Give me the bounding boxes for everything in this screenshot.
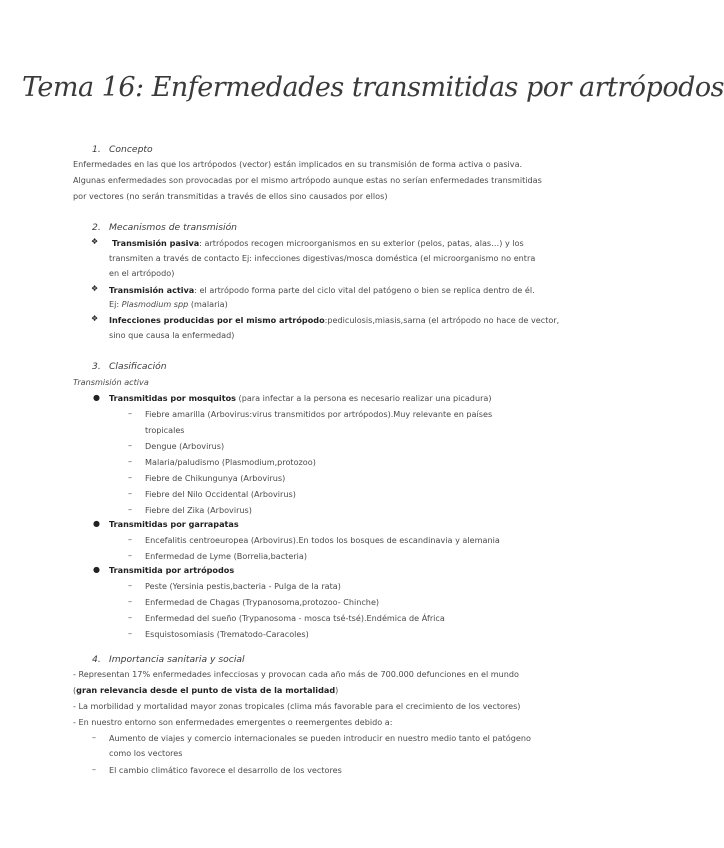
dot-bullet-icon: ● bbox=[93, 565, 100, 574]
bullet-passive-line: transmiten a través de contacto Ej: infecciones digestivas/mosca doméstica (el microorganismo no entra bbox=[109, 253, 536, 263]
paren-close: ) bbox=[335, 685, 339, 695]
section-2-heading: Mecanismos de transmisión bbox=[109, 222, 238, 233]
section-2-number: 2. bbox=[92, 222, 101, 233]
dash-bullet-icon: – bbox=[128, 457, 132, 466]
bullet-self-line bbox=[109, 314, 559, 327]
list-item: Peste (Yersinia pestis,bacteria - Pulga de la rata) bbox=[145, 581, 341, 591]
section-1-heading: Concepto bbox=[109, 144, 153, 155]
list-item: Fiebre de Chikungunya (Arbovirus) bbox=[145, 473, 286, 483]
bullet-active-line bbox=[109, 298, 228, 311]
passive-transmission-text: : artrópodos recogen microorganismos en su exterior (pelos, patas, alas…) y los bbox=[199, 238, 524, 248]
active-transmission-text: : el artrópodo forma parte del ciclo vital del patógeno o bien se replica dentro de él. bbox=[194, 285, 535, 295]
mosquitos-note: (para infectar a la persona es necesario realizar una picadura) bbox=[235, 393, 492, 403]
list-item: Fiebre amarilla (Arbovirus:virus transmitidos por artrópodos).Muy relevante en países bbox=[145, 409, 493, 419]
section-4-line: - Representan 17% enfermedades infecciosas y provocan cada año más de 700.000 defunciones en el mundo bbox=[73, 669, 519, 679]
bullet-passive-line bbox=[112, 237, 524, 250]
list-item: Encefalitis centroeuropea (Arbovirus).En todos los bosques de escandinavia y alemania bbox=[145, 535, 500, 545]
dash-bullet-icon: – bbox=[128, 535, 132, 544]
plasmodium-name: Plasmodium spp bbox=[121, 299, 189, 309]
group-mosquitos bbox=[109, 392, 492, 405]
self-infection-text: :pediculosis,miasis,sarna (el artrópodo no hace de vector, bbox=[324, 315, 560, 325]
dash-bullet-icon: – bbox=[128, 551, 132, 560]
list-item: Aumento de viajes y comercio internacionales se pueden introducir en nuestro medio tanto el patógeno bbox=[109, 733, 531, 743]
bullet-passive-line: en el artrópodo) bbox=[109, 268, 175, 278]
section-1-number: 1. bbox=[92, 144, 101, 155]
list-item: Enfermedad de Chagas (Trypanosoma,protozoo- Chinche) bbox=[145, 597, 380, 607]
dash-bullet-icon: – bbox=[128, 629, 132, 638]
dash-bullet-icon: – bbox=[128, 613, 132, 622]
bullet-active-line bbox=[109, 284, 535, 297]
section-1-line: por vectores (no serán transmitidas a través de ellos sino causados por ellos) bbox=[73, 191, 388, 201]
dash-bullet-icon: – bbox=[128, 581, 132, 590]
passive-transmission-label: Transmisión pasiva bbox=[112, 238, 200, 248]
malaria-text: (malaria) bbox=[188, 299, 228, 309]
list-item: Fiebre del Zika (Arbovirus) bbox=[145, 505, 252, 515]
list-item: El cambio climático favorece el desarrollo de los vectores bbox=[109, 765, 342, 775]
section-4-line: - En nuestro entorno son enfermedades emergentes o reemergentes debido a: bbox=[73, 717, 393, 727]
list-item: Enfermedad de Lyme (Borrelia,bacteria) bbox=[145, 551, 308, 561]
section-3-heading: Clasificación bbox=[109, 361, 167, 372]
dash-bullet-icon: – bbox=[92, 765, 96, 774]
section-4-number: 4. bbox=[92, 654, 101, 665]
dash-bullet-icon: – bbox=[92, 733, 96, 742]
dash-bullet-icon: – bbox=[128, 505, 132, 514]
section-1-line: Algunas enfermedades son provocadas por el mismo artrópodo aunque estas no serían enfermedades transmitidas bbox=[73, 175, 542, 185]
section-4-line: - La morbilidad y mortalidad mayor zonas tropicales (clima más favorable para el crecimiento de los vectores) bbox=[73, 701, 521, 711]
list-item: Esquistosomiasis (Trematodo-Caracoles) bbox=[145, 629, 309, 639]
dash-bullet-icon: – bbox=[128, 441, 132, 450]
list-item: como los vectores bbox=[109, 748, 183, 758]
diamond-bullet-icon: ❖ bbox=[91, 314, 99, 323]
page-title: Tema 16: Enfermedades transmitidas por artrópodos bbox=[22, 72, 724, 103]
section-4-heading: Importancia sanitaria y social bbox=[109, 654, 245, 665]
list-item: Enfermedad del sueño (Trypanosoma - mosca tsé-tsé).Endémica de África bbox=[145, 613, 445, 623]
mosquitos-label: Transmitidas por mosquitos bbox=[109, 393, 236, 403]
bullet-self-line: sino que causa la enfermedad) bbox=[109, 330, 235, 340]
dash-bullet-icon: – bbox=[128, 473, 132, 482]
paren-open: ( bbox=[73, 685, 77, 695]
dash-bullet-icon: – bbox=[128, 489, 132, 498]
dot-bullet-icon: ● bbox=[93, 393, 100, 402]
mortality-relevance: gran relevancia desde el punto de vista de la mortalidad bbox=[76, 685, 336, 695]
section-3-number: 3. bbox=[92, 361, 101, 372]
section-4-line bbox=[73, 684, 338, 697]
list-item: tropicales bbox=[145, 425, 185, 435]
diamond-bullet-icon: ❖ bbox=[91, 284, 99, 293]
subsection-active: Transmisión activa bbox=[73, 377, 149, 387]
dash-bullet-icon: – bbox=[128, 409, 132, 418]
list-item: Fiebre del Nilo Occidental (Arbovirus) bbox=[145, 489, 296, 499]
ticks-label: Transmitidas por garrapatas bbox=[109, 519, 239, 529]
arthropods-label: Transmitida por artrópodos bbox=[109, 565, 235, 575]
example-prefix: Ej: bbox=[109, 299, 122, 309]
section-1-line: Enfermedades en las que los artrópodos (vector) están implicados en su transmisión de forma activa o pasiva. bbox=[73, 159, 523, 169]
diamond-bullet-icon: ❖ bbox=[91, 237, 99, 246]
active-transmission-label: Transmisión activa bbox=[109, 285, 195, 295]
self-infection-label: Infecciones producidas por el mismo artrópodo bbox=[109, 315, 325, 325]
dot-bullet-icon: ● bbox=[93, 519, 100, 528]
list-item: Dengue (Arbovirus) bbox=[145, 441, 225, 451]
dash-bullet-icon: – bbox=[128, 597, 132, 606]
list-item: Malaria/paludismo (Plasmodium,protozoo) bbox=[145, 457, 316, 467]
